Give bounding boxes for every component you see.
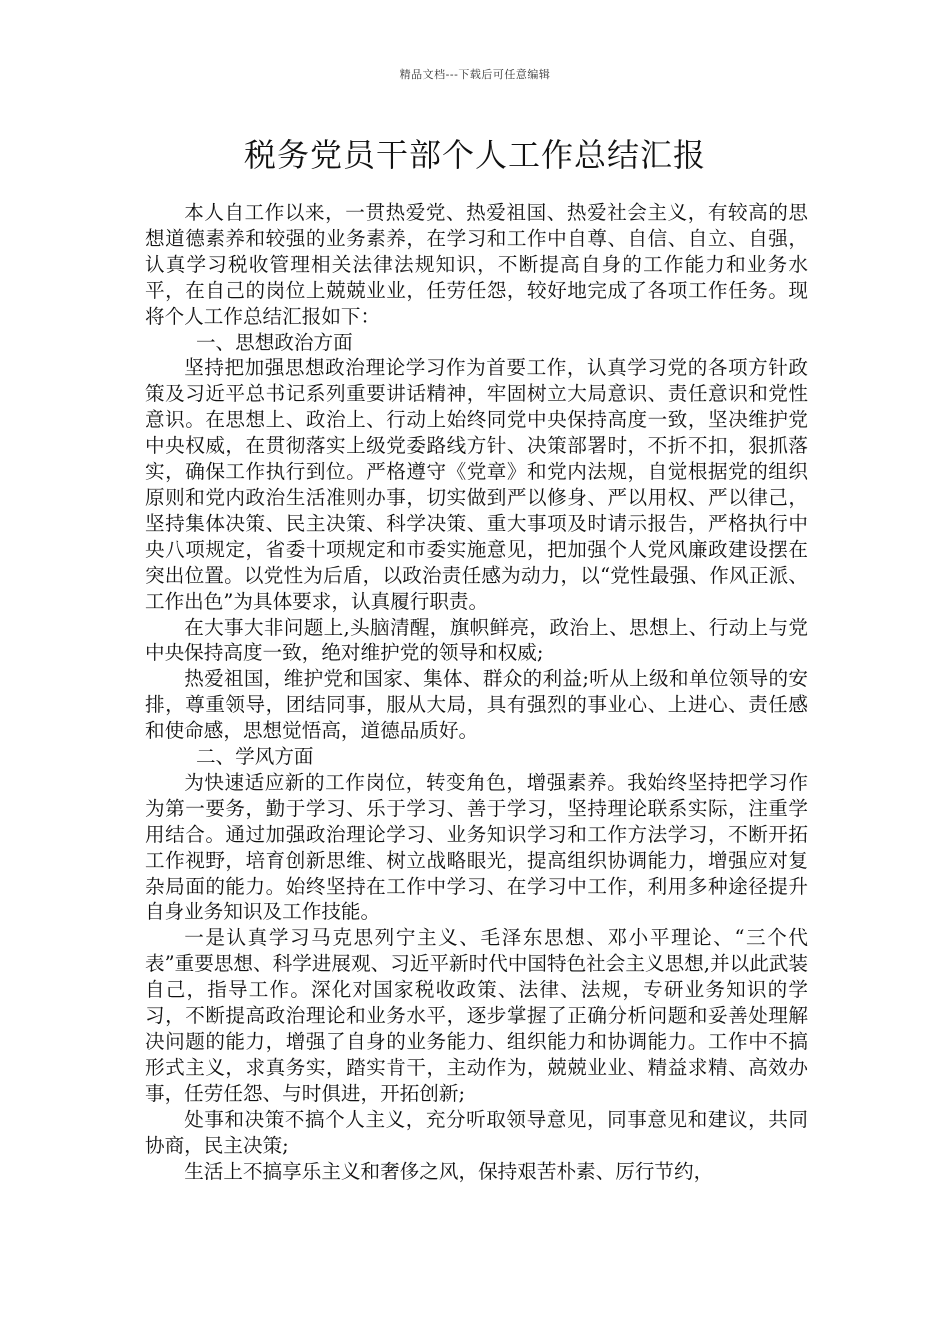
paragraph: 本人自工作以来，一贯热爱党、热爱祖国、热爱社会主义，有较高的思想道德素养和较强的业务素养，在学习和工作中自尊、自信、自立、自强，认真学习税收管理相关法律法规知识，不断提高自身的工作能力和业务水平，在自己的岗位上兢兢业业，任劳任怨，较好地完成了各项工作任务。现将个人工作总结汇报如下：	[145, 201, 808, 328]
paragraph: 生活上不搞享乐主义和奢侈之风，保持艰苦朴素、厉行节约，	[184, 1159, 714, 1183]
document-title: 税务党员干部个人工作总结汇报	[243, 136, 706, 174]
paragraph: 在大事大非问题上,头脑清醒，旗帜鲜亮，政治上、思想上、行动上与党中央保持高度一致，绝对维护党的领导和权威;	[145, 615, 808, 665]
paragraph: 为快速适应新的工作岗位，转变角色，增强素养。我始终坚持把学习作为第一要务，勤于学习、乐于学习、善于学习，坚持理论联系实际，注重学用结合。通过加强政治理论学习、业务知识学习和工作方法学习，不断开拓工作视野，培育创新思维、树立战略眼光，提高组织协调能力，增强应对复杂局面的能力。始终坚持在工作中学习、在学习中工作，利用多种途径提升自身业务知识及工作技能。	[145, 770, 808, 924]
paragraph: 处事和决策不搞个人主义，充分听取领导意见，同事意见和建议，共同协商，民主决策;	[145, 1107, 808, 1157]
paragraph: 坚持把加强思想政治理论学习作为首要工作，认真学习党的各项方针政策及习近平总书记系列重要讲话精神，牢固树立大局意识、责任意识和党性意识。在思想上、政治上、行动上始终同党中央保持高度一致，坚决维护党中央权威，在贯彻落实上级党委路线方针、决策部署时，不折不扣，狠抓落实，确保工作执行到位。严格遵守《党章》和党内法规，自觉根据党的组织原则和党内政治生活准则办事，切实做到严以修身、严以用权、严以律己，坚持集体决策、民主决策、科学决策、重大事项及时请示报告，严格执行中央八项规定，省委十项规定和市委实施意见，把加强个人党风廉政建设摆在突出位置。以党性为后盾，以政治责任感为动力，以“党性最强、作风正派、工作出色”为具体要求，认真履行职责。	[145, 356, 808, 613]
paragraph: 热爱祖国，维护党和国家、集体、群众的利益;听从上级和单位领导的安排，尊重领导，团结同事，服从大局，具有强烈的事业心、上进心、责任感和使命感，思想觉悟高，道德品质好。	[145, 667, 808, 743]
paragraph: 一是认真学习马克思列宁主义、毛泽东思想、邓小平理论、“三个代表”重要思想、科学进展观、习近平新时代中国特色社会主义思想,并以此武装自己，指导工作。深化对国家税收政策、法律、法规，专研业务知识的学习，不断提高政治理论和业务水平，逐步掌握了正确分析问题和妥善处理解决问题的能力，增强了自身的业务能力、组织能力和协调能力。工作中不搞形式主义，求真务实，踏实肯干，主动作为，兢兢业业、精益求精、高效办事，任劳任怨、与时俱进，开拓创新;	[145, 926, 808, 1105]
document-body	[145, 200, 808, 1184]
section-heading: 二、学风方面	[195, 745, 314, 769]
section-heading: 一、思想政治方面	[195, 330, 353, 354]
header-note: 精品文档---下载后可任意编辑	[399, 68, 551, 81]
